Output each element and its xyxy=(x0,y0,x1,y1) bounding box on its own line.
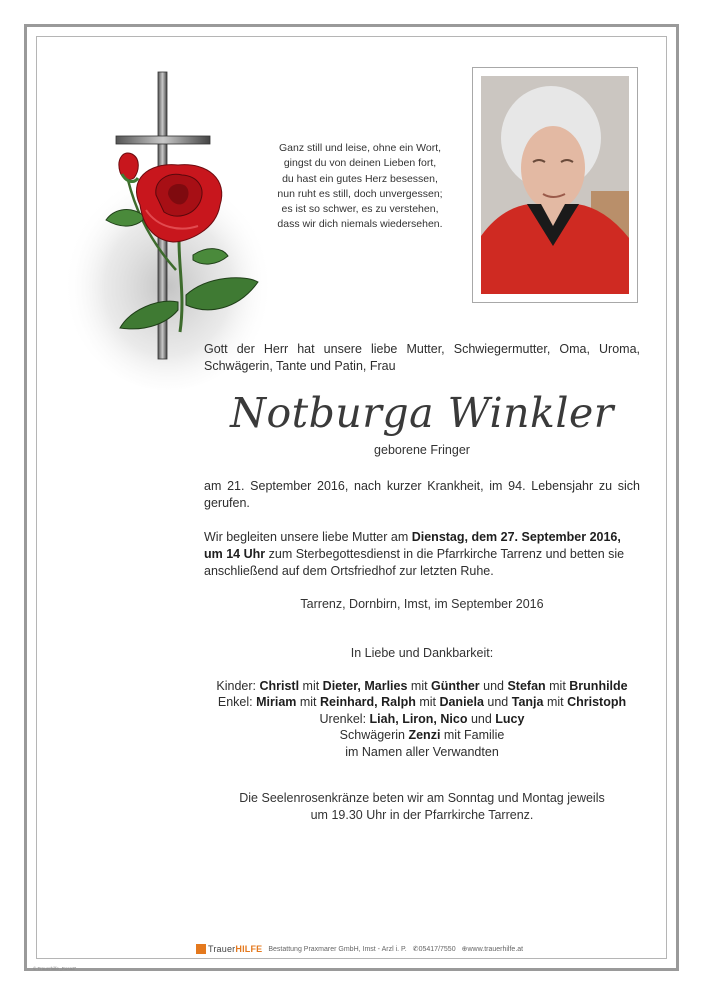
mourners-children: Kinder: Christl mit Dieter, Marlies mit Günther und Stefan mit Brunhilde xyxy=(216,679,628,693)
poem-line: dass wir dich niemals wiedersehen. xyxy=(277,218,443,231)
brand-logo-icon xyxy=(196,944,206,954)
deceased-name: Notburga Winkler xyxy=(230,389,614,437)
portrait-photo xyxy=(481,76,629,294)
poem-line: nun ruht es still, doch unvergessen; xyxy=(277,187,443,200)
poem-line: Ganz still und leise, ohne ein Wort, xyxy=(278,142,442,154)
gratitude-line: In Liebe und Dankbarkeit: xyxy=(350,646,494,660)
company-phone: 05417/7550 xyxy=(418,945,456,953)
mourners-great-grandchildren: Urenkel: Liah, Liron, Nico und Lucy xyxy=(319,711,525,726)
rosary-line: Die Seelenrosenkränze beten wir am Sonntag und Montag jeweils xyxy=(239,791,605,805)
company-name: Bestattung Praxmarer GmbH, Imst - Arzl i. P. xyxy=(268,945,407,953)
poem-line: du hast ein gutes Herz besessen, xyxy=(282,172,438,185)
place-date: Tarrenz, Dornbirn, Imst, im September 2016 xyxy=(300,597,544,611)
web-icon: ⊕ xyxy=(461,946,468,953)
funeral-text: zum Sterbegottesdienst in die Pfarrkirche Tarrenz und betten sie anschließend auf dem Ortsfriedhof zur letzten Ruhe. xyxy=(204,547,625,578)
cross-horizontal xyxy=(116,136,210,144)
portrait-frame xyxy=(472,67,638,303)
funeral-announcement xyxy=(204,529,640,580)
intro-text: Gott der Herr hat unsere liebe Mutter, Schwiegermutter, Oma, Uroma, Schwägerin, Tante und Patin, Frau xyxy=(204,342,640,373)
brand-logo: TrauerHILFE xyxy=(196,944,262,954)
company-website[interactable]: www.trauerhilfe.at xyxy=(467,945,524,953)
footer xyxy=(196,942,523,956)
birth-name: geborene Fringer xyxy=(374,443,470,457)
poem xyxy=(245,141,475,233)
portrait-illustration xyxy=(481,76,629,294)
funeral-text: Wir begleiten unsere liebe Mutter am xyxy=(204,530,412,544)
mourners-grandchildren: Enkel: Miriam mit Reinhard, Ralph mit Daniela und Tanja mit Christoph xyxy=(217,695,627,710)
poem-line: es ist so schwer, es zu verstehen, xyxy=(281,203,439,216)
mourners-relatives: im Namen aller Verwandten xyxy=(345,744,499,759)
copyright-note: © Trauerhilfe „Rosa3" xyxy=(33,966,77,971)
rosary-line: um 19.30 Uhr in der Pfarrkirche Tarrenz. xyxy=(310,808,534,822)
poem-line: gingst du von deinen Lieben fort, xyxy=(283,157,437,170)
mourners-list xyxy=(204,678,640,760)
phone-icon: ✆ xyxy=(412,946,419,953)
death-notice: am 21. September 2016, nach kurzer Krankheit, im 94. Lebensjahr zu sich gerufen. xyxy=(204,479,640,510)
funeral-date-time: Dienstag, dem 27. September 2016, um 14 Uhr xyxy=(204,530,621,561)
mourners-sister-in-law: Schwägerin Zenzi mit Familie xyxy=(339,728,505,743)
rosary-notice xyxy=(204,790,640,824)
